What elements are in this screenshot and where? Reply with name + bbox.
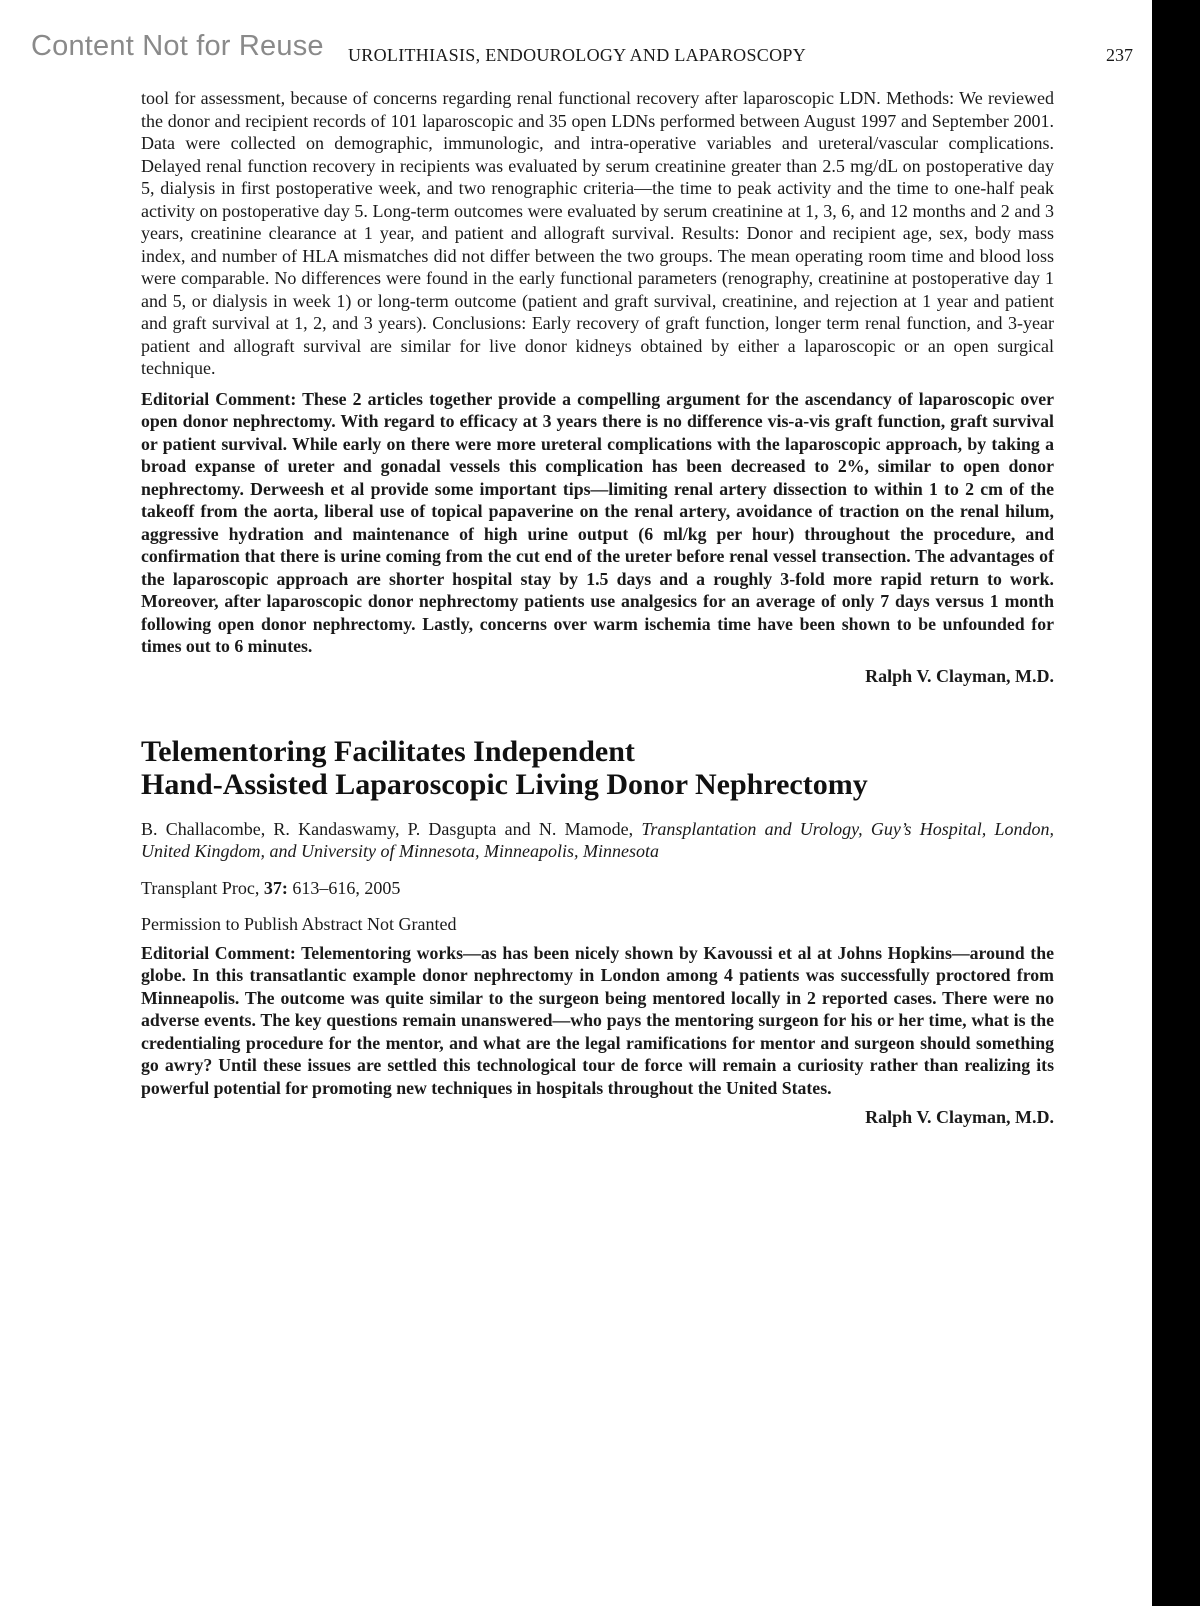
running-head: UROLITHIASIS, ENDOUROLOGY AND LAPAROSCOPY: [348, 45, 807, 65]
author-line: [141, 818, 1054, 863]
article-title-line-1: Telementoring Facilitates Independent: [141, 734, 635, 768]
editorial-comment-2: Editorial Comment: Telementoring works—as has been nicely shown by Kavoussi et al at Johns Hopkins—around the globe. In this transatlantic example donor nephrectomy in London among 4 patients was successfully proctored from Minneapolis. The outcome was quite similar to the surgeon being mentored locally in 2 reported cases. There were no adverse events. The key questions remain unanswered—who pays the mentoring surgeon for his or her time, what is the credentialing procedure for the mentor, and what are the legal ramifications for mentor and surgeon should something go awry? Until these issues are settled this technological tour de force will remain a curiosity rather than realizing its powerful potential for promoting new techniques in hospitals throughout the United States.: [141, 942, 1054, 1098]
page-content: [141, 87, 1054, 1128]
journal-name: Transplant Proc,: [141, 877, 260, 898]
editorial-signature-1: Ralph V. Clayman, M.D.: [865, 665, 1054, 686]
page-number: 237: [1106, 45, 1133, 65]
affiliation: Transplantation and Urology, Guy’s Hospital, London, United Kingdom, and University of Minnesota, Minneapolis, Minnesota: [141, 818, 1054, 861]
journal-pages: 613–616, 2005: [292, 877, 401, 898]
right-edge-bar: [1152, 0, 1200, 1606]
abstract-continuation: tool for assessment, because of concerns regarding renal functional recovery after laparoscopic LDN. Methods: We reviewed the donor and recipient records of 101 laparoscopic and 35 open LDNs performed between August 1997 and September 2001. Data were collected on demographic, immunologic, and intra-operative variables and ureteral/vascular complications. Delayed renal function recovery in recipients was evaluated by serum creatinine greater than 2.5 mg/dL on postoperative day 5, dialysis in first postoperative week, and two renographic criteria—the time to peak activity and the time to one-half peak activity on postoperative day 5. Long-term outcomes were evaluated by serum creatinine at 1, 3, 6, and 12 months and 2 and 3 years, creatinine clearance at 1 year, and patient and allograft survival. Results: Donor and recipient age, sex, body mass index, and number of HLA mismatches did not differ between the two groups. The mean operating room time and blood loss were comparable. No differences were found in the early functional parameters (renography, creatinine at postoperative day 1 and 5, or dialysis in week 1) or long-term outcome (patient and graft survival, creatinine, and rejection at 1 year and patient and graft survival at 1, 2, and 3 years). Conclusions: Early recovery of graft function, longer term renal function, and 3-year patient and allograft survival are similar for live donor kidneys obtained by either a laparoscopic or an open surgical technique.: [141, 88, 1054, 378]
editorial-comment-1: Editorial Comment: These 2 articles together provide a compelling argument for the ascendancy of laparoscopic over open donor nephrectomy. With regard to efficacy at 3 years there is no difference vis-a-vis graft function, graft survival or patient survival. While early on there were more ureteral complications with the laparoscopic approach, by taking a broad expanse of ureter and gonadal vessels this complication has been decreased to 2%, similar to open donor nephrectomy. Derweesh et al provide some important tips—limiting renal artery dissection to within 1 to 2 cm of the takeoff from the aorta, liberal use of topical papaverine on the renal artery, avoidance of traction on the renal hilum, aggressive hydration and maintenance of high urine output (6 ml/kg per hour) throughout the procedure, and confirmation that there is urine coming from the cut end of the ureter before renal vessel transection. The advantages of the laparoscopic approach are shorter hospital stay by 1.5 days and a roughly 3-fold more rapid return to work. Moreover, after laparoscopic donor nephrectomy patients use analgesics for an average of only 7 days versus 1 month following open donor nephrectomy. Lastly, concerns over warm ischemia time have been shown to be unfounded for times out to 6 minutes.: [141, 388, 1054, 656]
editorial-signature-2: Ralph V. Clayman, M.D.: [865, 1107, 1054, 1127]
permission-note: Permission to Publish Abstract Not Granted: [141, 913, 457, 934]
watermark-text: Content Not for Reuse: [31, 30, 324, 62]
article-title: [141, 735, 1054, 801]
article-title-line-2: Hand-Assisted Laparoscopic Living Donor Nephrectomy: [141, 767, 868, 801]
citation: [141, 877, 1054, 899]
journal-volume: 37:: [263, 877, 288, 898]
authors: B. Challacombe, R. Kandaswamy, P. Dasgupta and N. Mamode,: [141, 818, 634, 839]
